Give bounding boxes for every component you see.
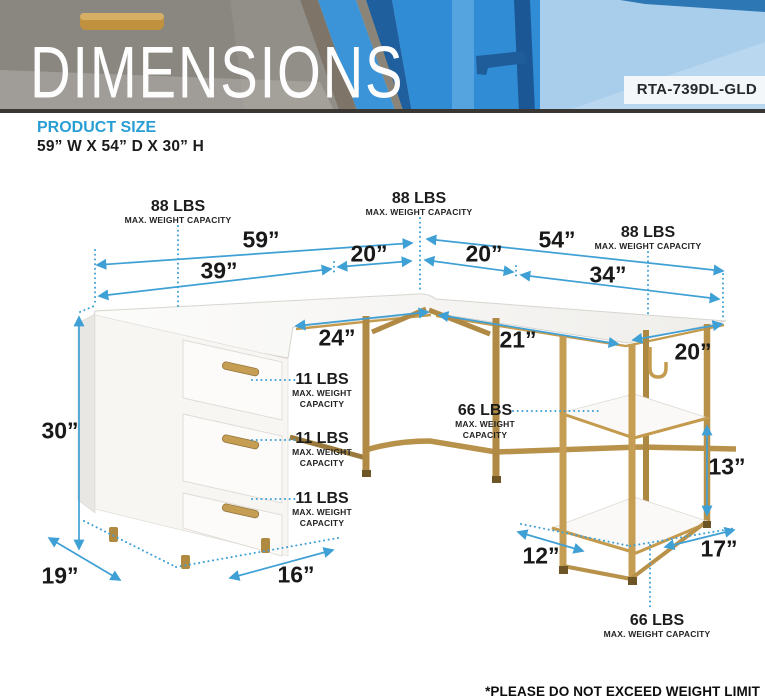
weight-drawer-3: 11 LBS MAX. WEIGHT CAPACITY — [292, 490, 352, 528]
dim-shelf-gap-height: 13” — [708, 453, 746, 480]
weight-drawer-2: 11 LBS MAX. WEIGHT CAPACITY — [292, 430, 352, 468]
hook-icon — [650, 347, 666, 377]
page-title: DIMENSIONS — [30, 31, 405, 113]
header-photo — [0, 0, 765, 113]
weight-desktop-left: 88 LBS MAX. WEIGHT CAPACITY — [124, 198, 232, 225]
product-size-value: 59” W X 54” D X 30” H — [37, 138, 205, 155]
weight-shelf-upper: 66 LBS MAX. WEIGHT CAPACITY — [455, 402, 515, 440]
dim-left-top-width: 39” — [200, 257, 238, 284]
dim-right-end-depth: 20” — [674, 338, 712, 365]
dim-knee-right: 21” — [499, 326, 537, 353]
dim-cabinet-depth: 19” — [41, 562, 79, 589]
model-number-badge: RTA-739DL-GLD — [624, 76, 765, 104]
drawer-cabinet — [78, 314, 288, 569]
weight-desktop-right: 88 LBS MAX. WEIGHT CAPACITY — [594, 224, 702, 251]
dim-right-top-width: 34” — [589, 261, 627, 288]
weight-drawer-1: 11 LBS MAX. WEIGHT CAPACITY — [292, 371, 352, 409]
dim-total-width: 59” — [242, 226, 280, 253]
dim-shelf-depth: 17” — [700, 535, 738, 562]
weight-limit-note: *PLEASE DO NOT EXCEED WEIGHT LIMIT — [485, 684, 760, 699]
weight-shelf-lower: 66 LBS MAX. WEIGHT CAPACITY — [603, 612, 711, 639]
weight-desktop-corner: 88 LBS MAX. WEIGHT CAPACITY — [365, 190, 473, 217]
dim-total-depth: 54” — [538, 226, 576, 253]
dim-shelf-width: 12” — [522, 542, 560, 569]
dim-height: 30” — [41, 417, 79, 444]
dim-cabinet-width: 16” — [277, 561, 315, 588]
dim-knee-left: 24” — [318, 324, 356, 351]
product-size-label: PRODUCT SIZE — [37, 119, 157, 136]
photo-handle-icon — [80, 13, 164, 30]
dim-right-top-depth: 20” — [465, 240, 503, 267]
dim-left-top-depth: 20” — [350, 240, 388, 267]
